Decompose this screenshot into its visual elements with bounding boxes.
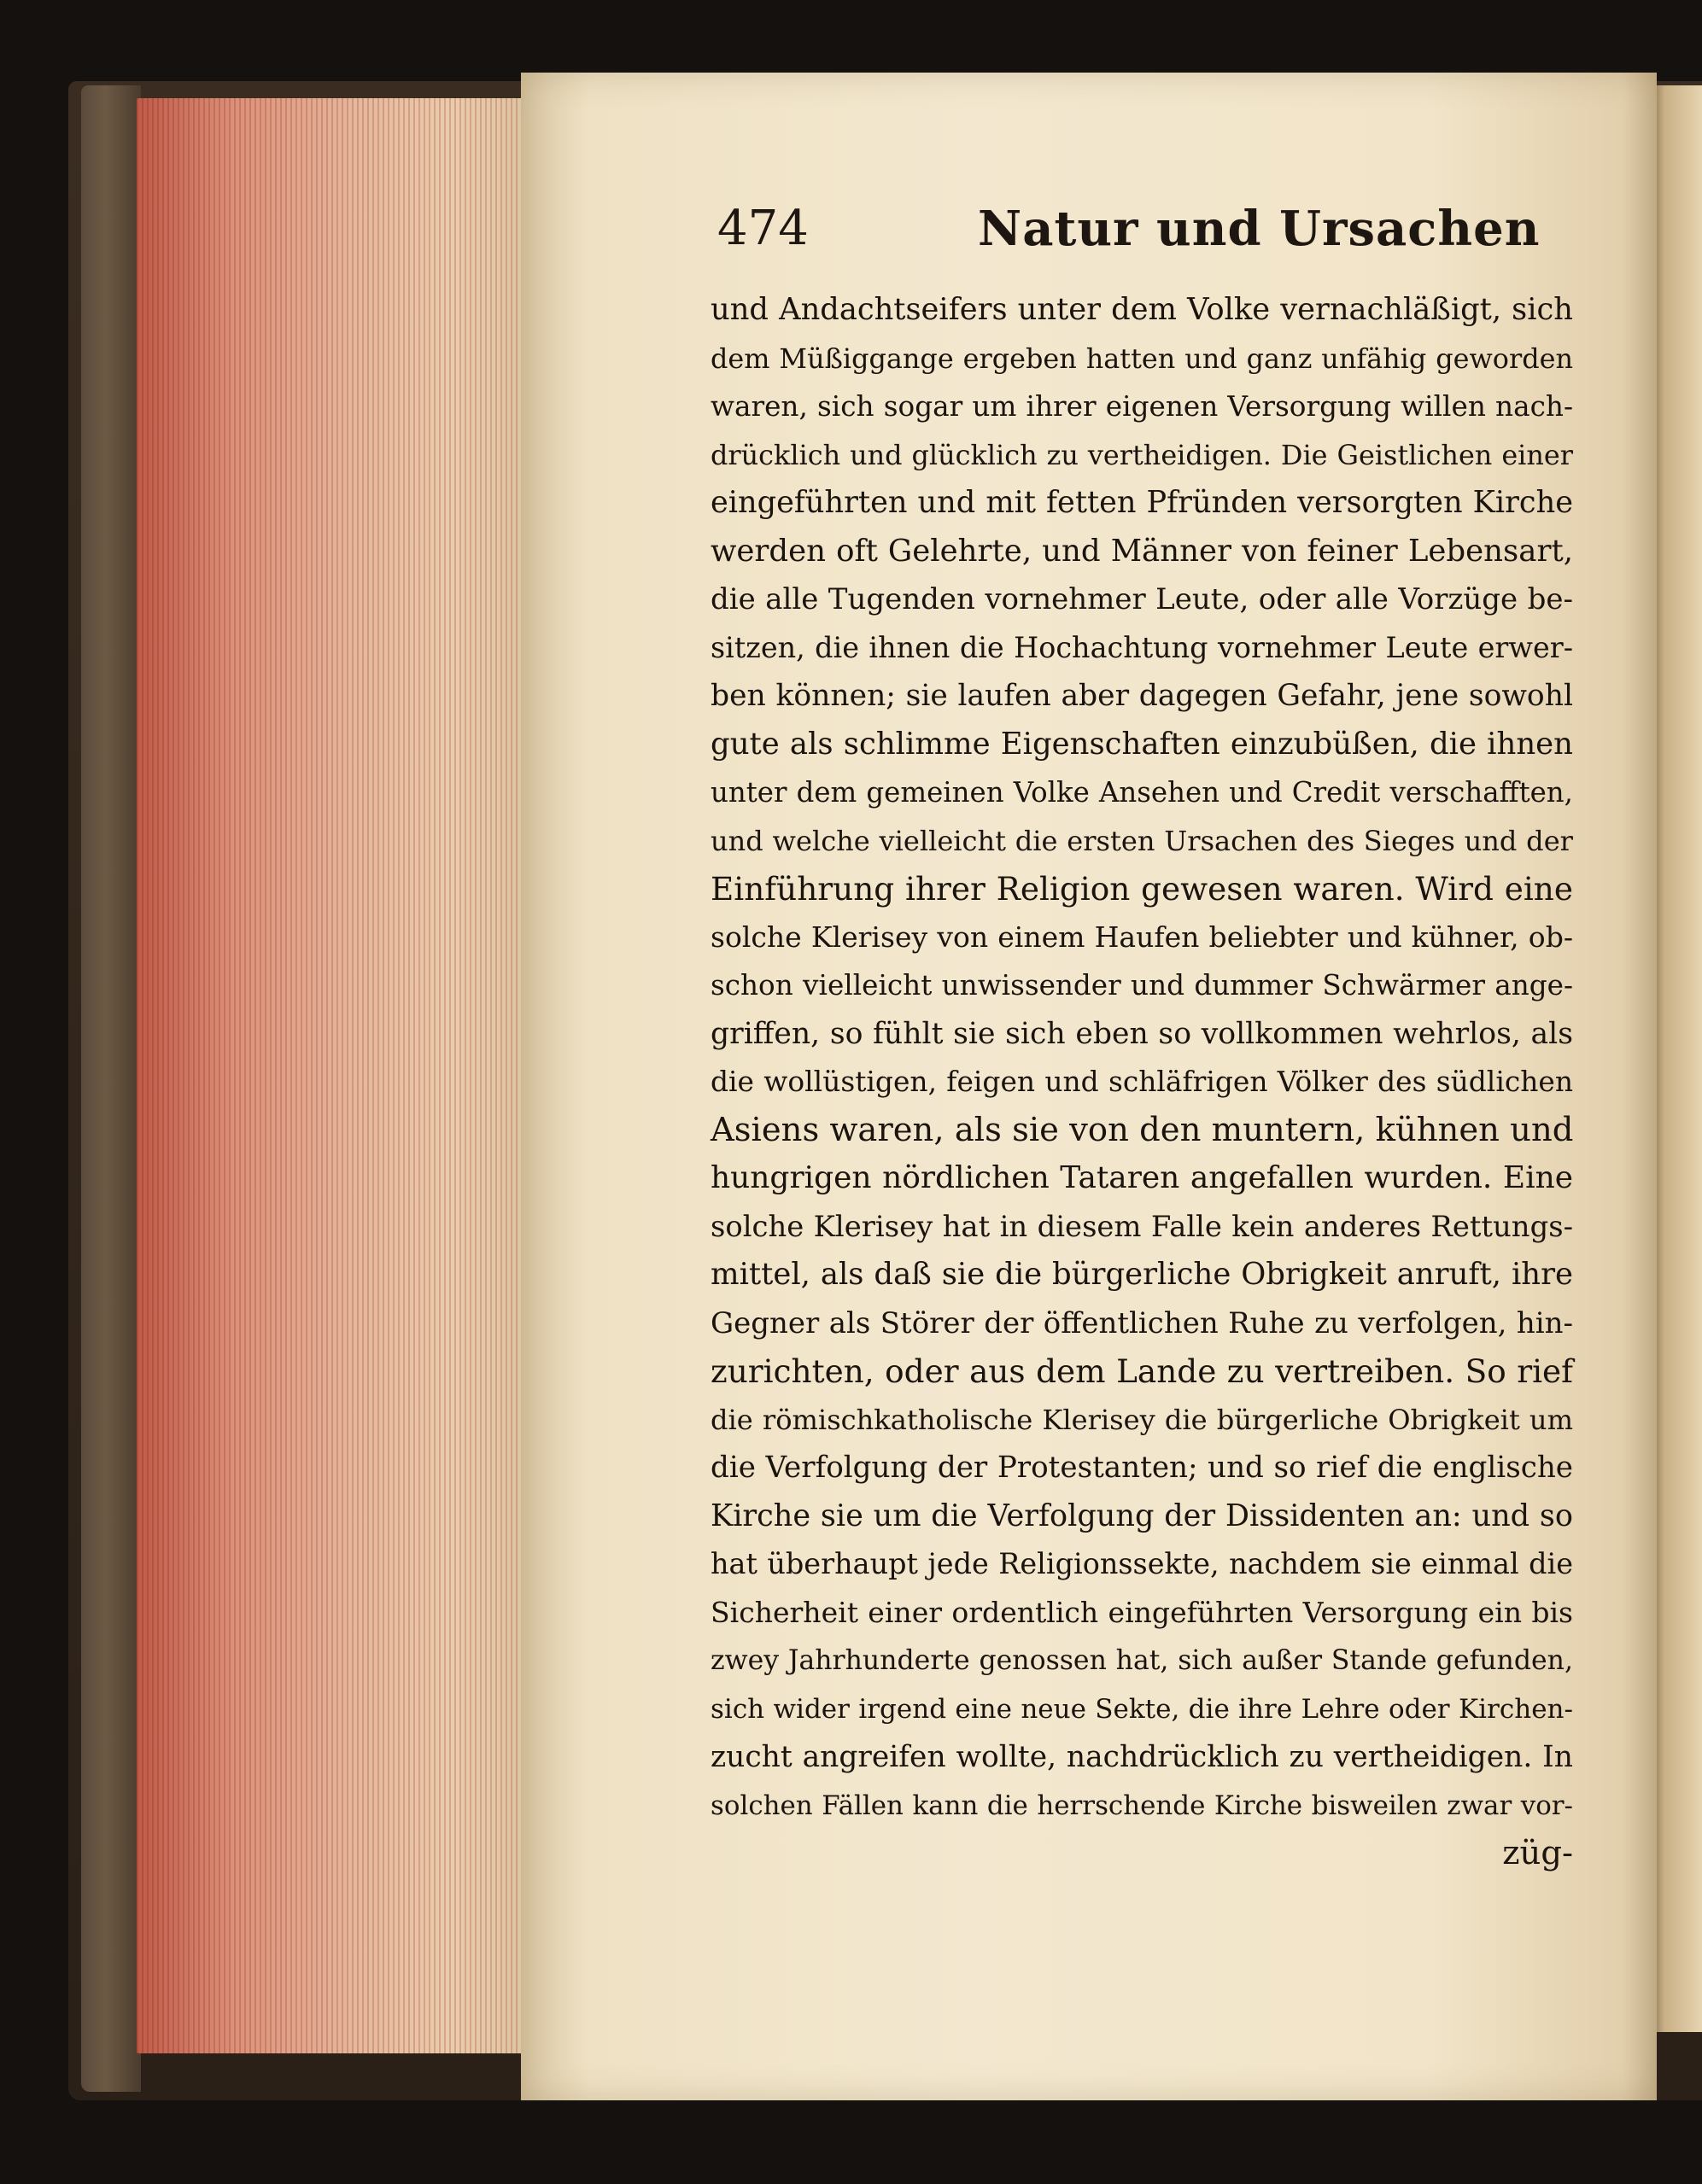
text-line: unter dem gemeinen Volke Ansehen und Credit verschafften, (711, 776, 1573, 809)
text-line: die römischkatholische Klerisey die bürgerliche Obrigkeit um (711, 1403, 1573, 1436)
page-number: 474 (717, 201, 809, 256)
text-line: mittel, als daß sie die bürgerliche Obrigkeit anruft, ihre (711, 1257, 1573, 1292)
text-line: hat überhaupt jede Religionssekte, nachdem sie einmal die (711, 1547, 1573, 1580)
text-line: solche Klerisey von einem Haufen beliebter und kühner, ob- (711, 920, 1573, 954)
text-line: dem Müßiggange ergeben hatten und ganz unfähig geworden (711, 342, 1573, 375)
text-line: Asiens waren, als sie von den muntern, kühnen und (711, 1110, 1574, 1149)
text-line: Sicherheit einer ordentlich eingeführten Versorgung ein bis (711, 1595, 1573, 1629)
page-edges-stack (137, 98, 529, 2053)
text-line: drücklich und glücklich zu vertheidigen. Die Geistlichen einer (711, 438, 1573, 471)
text-line: eingeführten und mit fetten Pfründen versorgten Kirche (711, 485, 1573, 520)
text-line: werden oft Gelehrte, und Männer von feiner Lebensart, (711, 533, 1573, 569)
text-line: Kirche sie um die Verfolgung der Dissidenten an: und so (711, 1498, 1573, 1533)
text-line: und Andachtseifers unter dem Volke vernachläßigt, sich (711, 292, 1573, 327)
text-line: und welche vielleicht die ersten Ursachen des Sieges und der (711, 824, 1573, 857)
text-line: Gegner als Störer der öffentlichen Ruhe zu verfolgen, hin- (711, 1305, 1573, 1340)
text-line: ben können; sie laufen aber dagegen Gefahr, jene sowohl (711, 679, 1573, 713)
text-line: zucht angreifen wollte, nachdrücklich zu vertheidigen. In (711, 1740, 1573, 1774)
text-line: die Verfolgung der Protestanten; und so rief die englische (711, 1451, 1573, 1485)
text-line: Einführung ihrer Religion gewesen waren. Wird eine (711, 870, 1573, 908)
text-line: gute als schlimme Eigenschaften einzubüßen, die ihnen (711, 726, 1573, 762)
text-line: schon vielleicht unwissender und dummer Schwärmer ange- (711, 969, 1573, 1001)
text-line: waren, sich sogar um ihrer eigenen Versorgung willen nach- (711, 390, 1573, 423)
running-head: Natur und Ursachen (978, 201, 1541, 257)
page-header (717, 184, 1588, 257)
text-line: zwey Jahrhunderte genossen hat, sich außer Stande gefunden, (711, 1645, 1573, 1676)
text-line: sitzen, die ihnen die Hochachtung vornehmer Leute erwer- (711, 630, 1573, 664)
text-line: solche Klerisey hat in diesem Falle kein anderes Rettungs- (711, 1209, 1573, 1243)
text-line: griffen, so fühlt sie sich eben so vollkommen wehrlos, als (711, 1016, 1573, 1051)
text-line: die alle Tugenden vornehmer Leute, oder alle Vorzüge be- (711, 582, 1573, 616)
text-line: hungrigen nördlichen Tataren angefallen wurden. Eine (711, 1160, 1573, 1195)
text-line: sich wider irgend eine neue Sekte, die ihre Lehre oder Kirchen- (711, 1693, 1573, 1725)
catchword: züg- (1502, 1834, 1573, 1872)
text-line: solchen Fällen kann die herrschende Kirche bisweilen zwar vor- (711, 1790, 1573, 1821)
book-cover-edge (81, 85, 141, 2092)
text-line: die wollüstigen, feigen und schläfrigen Völker des südlichen (711, 1065, 1573, 1098)
body-text (711, 286, 1573, 1878)
text-line: zurichten, oder aus dem Lande zu vertreiben. So rief (711, 1352, 1573, 1390)
